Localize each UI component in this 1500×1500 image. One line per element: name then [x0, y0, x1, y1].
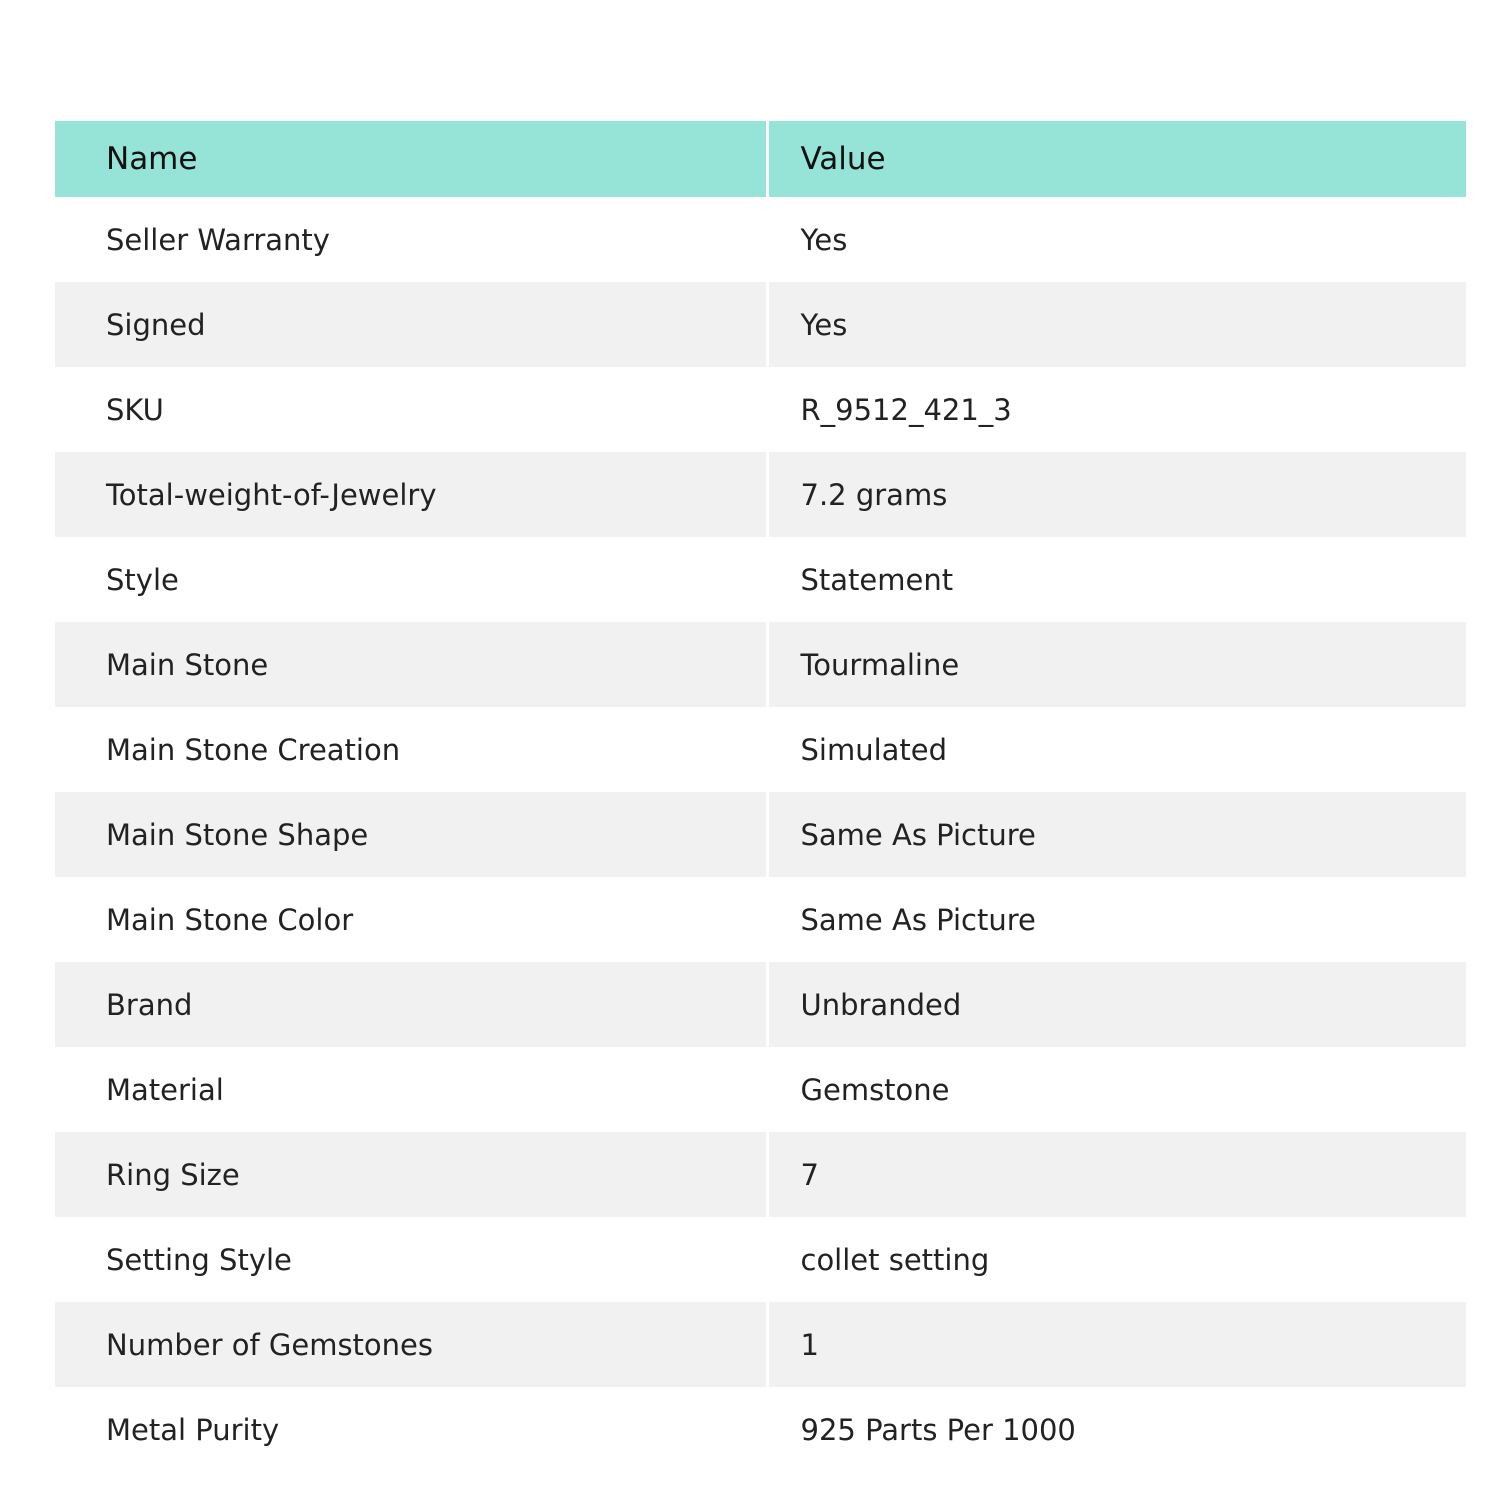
row-value: Simulated — [800, 732, 948, 767]
table-row — [55, 452, 1466, 537]
row-value: 925 Parts Per 1000 — [800, 1412, 1076, 1447]
row-value: 7 — [767, 1132, 1466, 1217]
row-name: SKU — [55, 367, 767, 452]
table-row — [55, 1217, 1466, 1302]
table-row — [55, 537, 1466, 622]
table-row — [55, 1387, 1466, 1472]
row-value: collet setting — [800, 1242, 990, 1277]
table-row — [55, 367, 1466, 452]
table-row — [55, 792, 1466, 877]
table-row — [55, 1047, 1466, 1132]
table-row — [55, 962, 1466, 1047]
row-value: Yes — [800, 222, 848, 257]
row-name: Total-weight-of-Jewelry — [55, 452, 767, 537]
row-name: Main Stone Shape — [55, 792, 767, 877]
row-value: Tourmaline — [767, 622, 1466, 707]
row-name: Signed — [55, 282, 767, 367]
item-specifics-table — [55, 121, 1466, 1472]
row-name: Seller Warranty — [55, 197, 767, 282]
row-name: Brand — [55, 962, 767, 1047]
row-name: Setting Style — [55, 1217, 767, 1302]
row-name: Ring Size — [55, 1132, 767, 1217]
table-row — [55, 622, 1466, 707]
header-name: Name — [55, 121, 767, 197]
row-name: Metal Purity — [55, 1387, 767, 1472]
table-row — [55, 282, 1466, 367]
table-row — [55, 1302, 1466, 1387]
row-name: Style — [55, 537, 767, 622]
row-name: Main Stone Color — [55, 877, 767, 962]
spec-table-container — [55, 121, 1466, 1472]
row-value: Same As Picture — [800, 902, 1036, 937]
row-value: Statement — [800, 562, 954, 597]
row-value: Gemstone — [800, 1072, 950, 1107]
table-row — [55, 1132, 1466, 1217]
row-value: Same As Picture — [767, 792, 1466, 877]
row-value: Unbranded — [767, 962, 1466, 1047]
table-row — [55, 877, 1466, 962]
row-name: Number of Gemstones — [55, 1302, 767, 1387]
row-name: Material — [55, 1047, 767, 1132]
header-value: Value — [767, 121, 1466, 197]
table-row — [55, 197, 1466, 282]
table-row — [55, 707, 1466, 792]
table-header-row — [55, 121, 1466, 197]
row-value: Yes — [767, 282, 1466, 367]
row-value: R_9512_421_3 — [800, 392, 1012, 427]
row-value: 7.2 grams — [767, 452, 1466, 537]
row-name: Main Stone Creation — [55, 707, 767, 792]
row-value: 1 — [767, 1302, 1466, 1387]
row-name: Main Stone — [55, 622, 767, 707]
